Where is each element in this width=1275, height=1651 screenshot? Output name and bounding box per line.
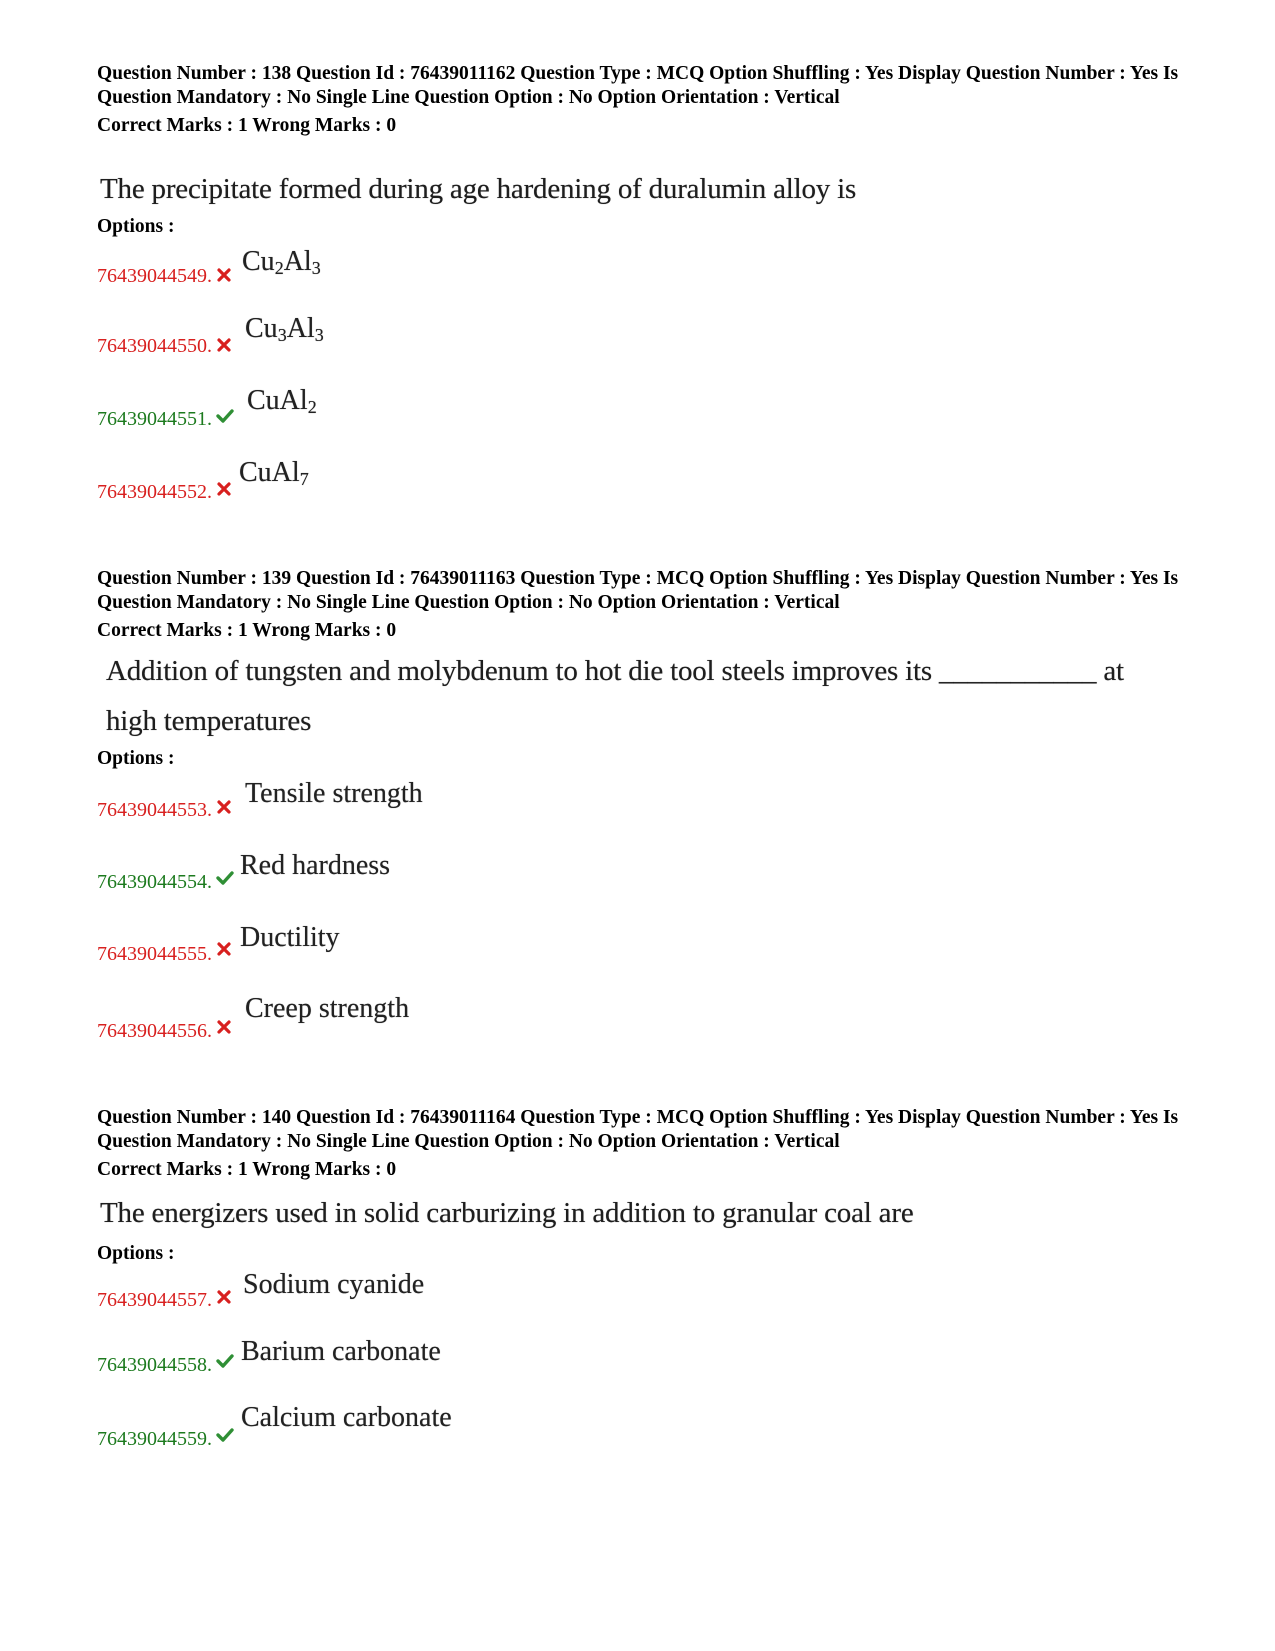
question-meta: Question Number : 140 Question Id : 76439011164 Question Type : MCQ Option Shuffling : Yes Display Question Number : Yes Is Question Mandatory : No Single Line Question Option : No Option Orientation : Vertical <box>97 1107 1179 1152</box>
option-text: Calcium carbonate <box>241 1402 452 1433</box>
cross-icon <box>215 480 233 498</box>
question-meta: Question Number : 138 Question Id : 76439011162 Question Type : MCQ Option Shuffling : Yes Display Question Number : Yes Is Question Mandatory : No Single Line Question Option : No Option Orientation : Vertical <box>97 63 1179 108</box>
option-text: Ductility <box>240 922 340 953</box>
question-text: The precipitate formed during age hardening of duralumin alloy is <box>100 173 857 205</box>
option-formula: $Cu_3Al_3$ <box>245 313 324 345</box>
option-text: Red hardness <box>240 850 391 881</box>
option-formula: $Cu_2Al_3$ <box>242 246 321 278</box>
option-item[interactable] <box>97 1338 697 1398</box>
option-id: 76439044552. <box>97 481 212 503</box>
option-item[interactable] <box>97 313 697 378</box>
question-marks: Correct Marks : 1 Wrong Marks : 0 <box>97 620 397 641</box>
question-meta: Question Number : 139 Question Id : 76439011163 Question Type : MCQ Option Shuffling : Yes Display Question Number : Yes Is Question Mandatory : No Single Line Question Option : No Option Orientation : Vertical <box>97 568 1179 613</box>
cross-icon <box>215 336 233 354</box>
option-formula: CuAl$_7$ <box>239 457 309 489</box>
question-text-line2: high temperatures <box>106 705 312 737</box>
option-item[interactable] <box>97 922 697 986</box>
options-label: Options : <box>97 216 175 237</box>
option-text: Barium carbonate <box>241 1336 441 1367</box>
option-item[interactable] <box>97 778 697 842</box>
options-label: Options : <box>97 1243 175 1264</box>
cross-icon <box>215 1288 233 1306</box>
option-id: 76439044554. <box>97 871 212 893</box>
option-item[interactable] <box>97 1269 697 1332</box>
option-text: Creep strength <box>245 993 410 1024</box>
cross-icon <box>215 940 233 958</box>
options-label: Options : <box>97 748 175 769</box>
question-marks: Correct Marks : 1 Wrong Marks : 0 <box>97 1159 397 1180</box>
option-id: 76439044549. <box>97 265 212 287</box>
option-id: 76439044551. <box>97 408 212 430</box>
option-item[interactable] <box>97 1402 697 1472</box>
question-text-line1: Addition of tungsten and molybdenum to hot die tool steels improves its ___________ at <box>106 655 1124 687</box>
option-item[interactable] <box>97 385 697 452</box>
question-marks: Correct Marks : 1 Wrong Marks : 0 <box>97 115 397 136</box>
cross-icon <box>215 266 233 284</box>
check-icon <box>215 1352 235 1370</box>
option-id: 76439044550. <box>97 335 212 357</box>
option-id: 76439044556. <box>97 1020 212 1042</box>
check-icon <box>215 1426 235 1444</box>
option-id: 76439044553. <box>97 799 212 821</box>
question-text: The energizers used in solid carburizing in addition to granular coal are <box>100 1197 914 1229</box>
option-formula: CuAl$_2$ <box>247 385 317 417</box>
option-item[interactable] <box>97 457 697 524</box>
option-item[interactable] <box>97 993 697 1063</box>
check-icon <box>215 869 235 887</box>
check-icon <box>215 407 235 425</box>
option-id: 76439044555. <box>97 943 212 965</box>
cross-icon <box>215 798 233 816</box>
option-text: Tensile strength <box>245 778 423 809</box>
option-item[interactable] <box>97 248 697 308</box>
option-item[interactable] <box>97 850 697 914</box>
option-id: 76439044557. <box>97 1289 212 1311</box>
option-id: 76439044559. <box>97 1428 212 1450</box>
option-id: 76439044558. <box>97 1354 212 1376</box>
cross-icon <box>215 1018 233 1036</box>
option-text: Sodium cyanide <box>243 1269 425 1300</box>
